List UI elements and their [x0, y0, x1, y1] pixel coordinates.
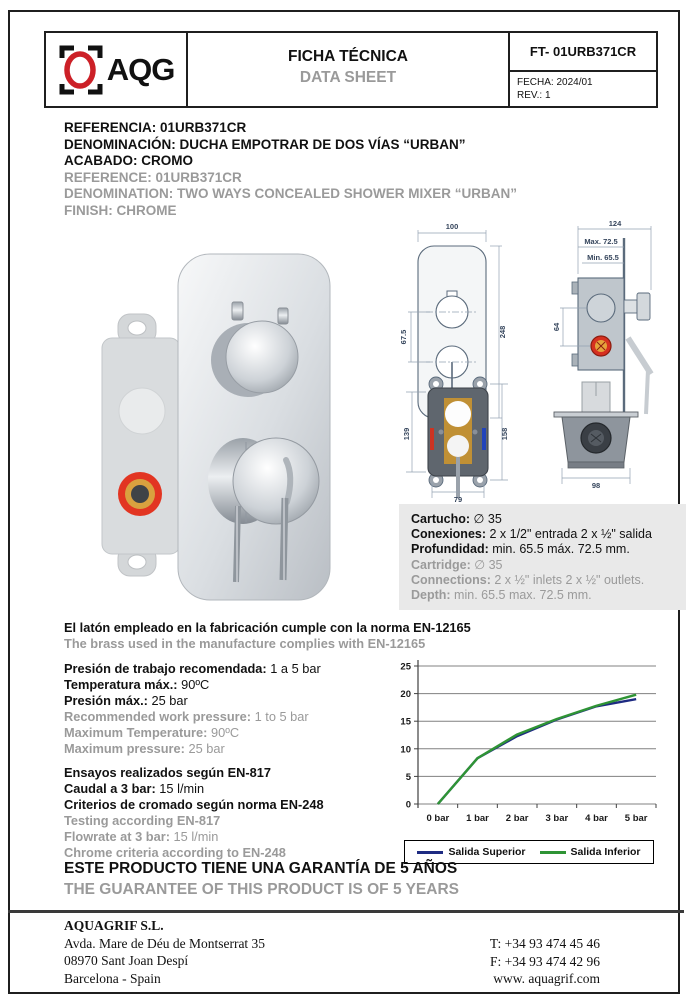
max-temp-es: Temperatura máx.: 90ºC: [64, 677, 210, 692]
svg-text:20: 20: [400, 689, 411, 701]
max-pressure-en: Maximum pressure: 25 bar: [64, 741, 225, 756]
address-line-3: Barcelona - Spain: [64, 970, 161, 986]
footer-contact-block: [400, 935, 600, 988]
reference-en: REFERENCE: 01URB371CR: [64, 169, 242, 185]
legend-swatch-inferior: [540, 851, 566, 854]
svg-text:158: 158: [500, 427, 509, 441]
rough-in-box: [102, 314, 180, 576]
svg-text:25: 25: [400, 661, 411, 673]
denominacion-es: DENOMINACIÓN: DUCHA EMPOTRAR DE DOS VÍAS “URBAN”: [64, 136, 466, 152]
flowrate-chart: [388, 652, 666, 838]
svg-text:5 bar: 5 bar: [624, 813, 648, 824]
work-pressure-en: Recommended work pressure: 1 to 5 bar: [64, 709, 309, 724]
conexiones-line: Conexiones: 2 x 1/2" entrada 2 x ½" salida: [411, 527, 652, 542]
legend-item-inferior: [540, 846, 641, 858]
svg-text:15: 15: [400, 716, 411, 728]
svg-text:64: 64: [552, 322, 561, 332]
cartridge-specs-box: [399, 504, 686, 610]
profundidad-line: Profundidad: min. 65.5 máx. 72.5 mm.: [411, 542, 630, 557]
svg-text:Min. 65.5: Min. 65.5: [587, 253, 619, 262]
title-en: DATA SHEET: [299, 69, 397, 86]
chrome-plate: [178, 254, 330, 600]
header-meta-cell: [508, 33, 656, 106]
address-line-2: 08970 Sant Joan Despí: [64, 953, 189, 968]
doc-reference: FT- 01URB371CR: [510, 33, 656, 72]
warranty-es: ESTE PRODUCTO TIENE UNA GARANTÍA DE 5 AÑOS: [64, 860, 458, 877]
denomination-en: DENOMINATION: TWO WAYS CONCEALED SHOWER MIXER “URBAN”: [64, 186, 518, 201]
svg-text:0 bar: 0 bar: [426, 813, 450, 824]
brass-norm: [64, 620, 471, 652]
svg-text:248: 248: [498, 325, 507, 339]
finish-en: FINISH: CHROME: [64, 202, 177, 218]
legend-swatch-superior: [417, 851, 443, 854]
header-table: [44, 31, 658, 108]
website-line: www. aquagrif.com: [493, 971, 600, 986]
svg-text:Max. 72.5: Max. 72.5: [584, 237, 618, 246]
svg-text:1 bar: 1 bar: [466, 813, 489, 824]
testing-line: Testing according EN-817: [64, 813, 221, 828]
footer-divider: [8, 910, 684, 913]
box-side-drawing: [554, 382, 638, 490]
max-temp-en: Maximum Temperature: 90ºC: [64, 725, 240, 740]
pressure-specs: [64, 661, 321, 757]
doc-meta: [510, 72, 656, 106]
cartucho-line: Cartucho: ∅ 35: [411, 512, 502, 526]
doc-date: FECHA: 2024/01: [517, 77, 593, 88]
svg-text:3 bar: 3 bar: [545, 813, 569, 824]
fax-line: F: +34 93 474 42 96: [490, 953, 600, 969]
aqg-logo-icon: [58, 44, 104, 96]
test-specs: [64, 765, 324, 861]
company-name: AQUAGRIF S.L.: [64, 918, 164, 933]
connections-line: Connections: 2 x ½" inlets 2 x ½" outlets.: [411, 572, 645, 587]
logo-wordmark: AQG: [106, 51, 175, 87]
svg-text:4 bar: 4 bar: [585, 813, 608, 824]
svg-text:10: 10: [400, 744, 411, 756]
svg-text:100: 100: [445, 222, 459, 231]
svg-text:67.5: 67.5: [399, 329, 408, 345]
warranty: [64, 858, 459, 900]
technical-drawings: [396, 216, 688, 508]
svg-text:0: 0: [405, 799, 411, 811]
doc-revision: REV.: 1: [517, 90, 551, 101]
legend-label-inferior: Salida Inferior: [570, 846, 641, 858]
flowrate-line: Flowrate at 3 bar: 15 l/min: [64, 829, 219, 844]
caudal-line: Caudal a 3 bar: 15 l/min: [64, 781, 205, 796]
max-pressure-es: Presión máx.: 25 bar: [64, 693, 188, 708]
depth-line: Depth: min. 65.5 max. 72.5 mm.: [411, 588, 592, 603]
product-identification: [64, 120, 517, 219]
norm-en: The brass used in the manufacture complies with EN-12165: [64, 636, 426, 651]
svg-text:2 bar: 2 bar: [505, 813, 529, 824]
acabado-es: ACABADO: CROMO: [64, 153, 193, 168]
address-line-1: Avda. Mare de Déu de Montserrat 35: [64, 935, 266, 951]
work-pressure-es: Presión de trabajo recomendada: 1 a 5 bar: [64, 661, 321, 676]
cromado-line: Criterios de cromado según norma EN-248: [64, 797, 324, 812]
svg-text:5: 5: [405, 771, 411, 783]
cartridge-line: Cartridge: ∅ 35: [411, 557, 503, 572]
chrome-criteria-line: Chrome criteria according to EN-248: [64, 845, 286, 860]
phone-line: T: +34 93 474 45 46: [489, 936, 600, 951]
svg-text:139: 139: [402, 427, 411, 441]
legend-label-superior: Salida Superior: [448, 846, 526, 858]
ensayos-line: Ensayos realizados según EN-817: [64, 765, 271, 780]
svg-text:79: 79: [453, 495, 463, 504]
footer-company-block: [64, 917, 265, 987]
referencia-es: REFERENCIA: 01URB371CR: [64, 120, 247, 135]
title-es: FICHA TÉCNICA: [288, 48, 408, 65]
warranty-en: THE GUARANTEE OF THIS PRODUCT IS OF 5 YEARS: [64, 881, 460, 898]
svg-text:98: 98: [591, 481, 601, 490]
norm-es: El latón empleado en la fabricación cumple con la norma EN-12165: [64, 620, 471, 635]
legend-item-superior: [417, 846, 525, 858]
product-photo: [90, 246, 338, 610]
aqg-logo: [46, 33, 188, 106]
document-title: [188, 33, 508, 106]
svg-text:124: 124: [608, 219, 622, 228]
